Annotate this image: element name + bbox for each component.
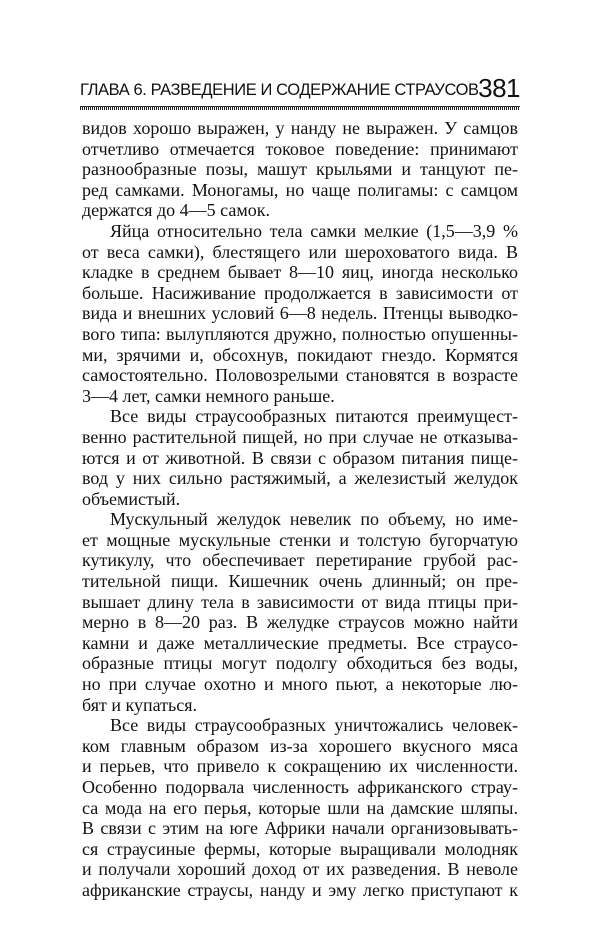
- text-line: Яйца относительно тела самки мелкие (1,5—3,9 %: [110, 220, 518, 241]
- text-line: кладке в среднем бывает 8—10 яиц, иногда несколько: [82, 262, 518, 283]
- text-line: Мускульный желудок невелик по объему, но име-: [110, 509, 518, 530]
- paragraph: [82, 118, 518, 221]
- text-line: видов хорошо выражен, у нанду не выражен. У самцов: [82, 118, 518, 138]
- text-line: вод у них сильно растяжимый, а железистый желудок: [82, 468, 518, 489]
- chapter-title: ГЛАВА 6. РАЗВЕДЕНИЕ И СОДЕРЖАНИЕ СТРАУСОВ: [80, 81, 479, 99]
- paragraph: [82, 221, 518, 406]
- text-line: Особенно подорвала численность африканского страу-: [82, 777, 518, 797]
- text-line: 3—4 лет, самки немного раньше.: [82, 385, 335, 406]
- page-header: [80, 72, 520, 106]
- text-line: В связи с этим на юге Африки начали организовывать-: [82, 818, 518, 839]
- text-line: камни и даже металлические предметы. Все страусо-: [82, 632, 518, 653]
- body-text: [82, 118, 518, 901]
- text-line: венно растительной пищей, но при случае не отказыва-: [82, 426, 518, 447]
- text-line: ются и от животной. В связи с образом питания пище-: [82, 447, 518, 468]
- text-line: ми, зрячими и, обсохнув, покидают гнездо. Кормятся: [82, 344, 518, 365]
- text-line: бят и купаться.: [82, 694, 197, 715]
- page-number: 381: [478, 73, 520, 103]
- text-line: вида и внешних условий 6—8 недель. Птенцы выводко-: [82, 303, 518, 324]
- text-line: но при случае охотно и много пьют, а некоторые лю-: [82, 674, 518, 695]
- text-line: вышает длину тела в зависимости от вида птицы при-: [82, 591, 518, 612]
- text-line: от веса самки), блестящего или шероховатого вида. В: [82, 241, 518, 262]
- text-line: африканские страусы, нанду и эму легко приступают к: [82, 879, 518, 900]
- text-line: объемистый.: [82, 488, 181, 509]
- text-line: кутикулу, что обеспечивает перетирание грубой рас-: [82, 550, 518, 571]
- text-line: образные птицы могут подолгу обходиться без воды,: [82, 653, 518, 674]
- text-line: и перьев, что привело к сокращению их численности.: [82, 756, 518, 777]
- text-line: вого типа: вылупляются дружно, полностью опушенны-: [82, 323, 518, 344]
- text-line: и получали хороший доход от их разведения. В неволе: [82, 859, 518, 880]
- text-line: держатся до 4—5 самок.: [82, 200, 270, 221]
- text-line: тительной пищи. Кишечник очень длинный; он пре-: [82, 571, 518, 592]
- paragraph: [82, 406, 518, 509]
- text-line: Все виды страусообразных уничтожались человек-: [110, 715, 518, 736]
- text-line: са мода на его перья, которые шли на дамские шляпы.: [82, 797, 518, 818]
- text-line: разнообразные позы, машут крыльями и танцуют пе-: [82, 159, 518, 180]
- header-rule: [80, 106, 520, 110]
- text-line: отчетливо отмечается токовое поведение: принимают: [82, 138, 518, 159]
- paragraph: [82, 715, 518, 900]
- paragraph: [82, 509, 518, 715]
- text-line: самостоятельно. Половозрелыми становятся в возрасте: [82, 365, 518, 386]
- text-line: ред самками. Моногамы, но чаще полигамы: с самцом: [82, 179, 518, 200]
- text-line: Все виды страусообразных питаются преимущест-: [110, 406, 518, 427]
- text-line: ком главным образом из-за хорошего вкусного мяса: [82, 735, 518, 756]
- text-line: мерно в 8—20 раз. В желудке страусов можно найти: [82, 612, 518, 633]
- text-line: ет мощные мускульные стенки и толстую бугорчатую: [82, 529, 518, 550]
- text-line: больше. Насиживание продолжается в зависимости от: [82, 282, 518, 303]
- text-line: ся страусиные фермы, которые выращивали молодняк: [82, 838, 518, 859]
